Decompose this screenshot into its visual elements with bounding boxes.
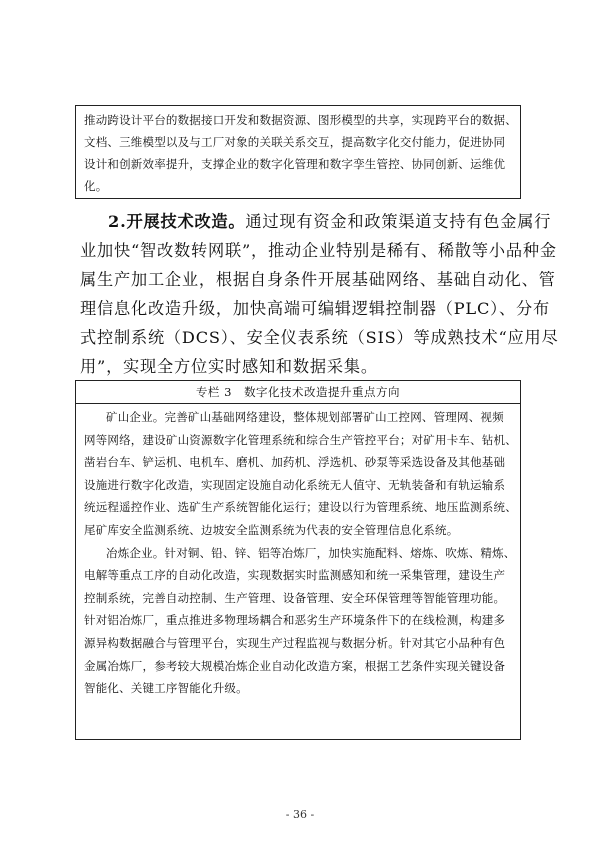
paragraph-line: 设施进行数字化改造，实现固定设施自动化系统无人值守、无轨装备和有轨运输系 [84, 477, 506, 492]
paragraph-line: 源异构数据融合与管理平台，实现生产过程监视与数据分析。针对其它小品种有色 [84, 635, 506, 650]
paragraph-line: 金属冶炼厂，参考较大规模冶炼企业自动化改造方案，根据工艺条件实现关键设备 [84, 658, 506, 673]
feature-box-content [76, 404, 520, 700]
body-text-line: 属生产加工企业，根据自身条件开展基础网络、基础自动化、管 [80, 270, 556, 289]
page-number: - 36 - [285, 808, 315, 821]
paragraph-line: 控制系统，完善自动控制、生产管理、设备管理、安全环保管理等智能管理功能。 [84, 590, 506, 605]
paragraph-line: 冶炼企业。针对铜、铅、锌、铝等冶炼厂，加快实施配料、熔炼、吹炼、精炼、 [106, 545, 516, 560]
body-text-line: 用”，实现全方位实时感知和数据采集。 [80, 357, 378, 376]
paragraph-line: 网等网络，建设矿山资源数字化管理系统和综合生产管控平台；对矿用卡车、钻机、 [84, 432, 517, 447]
feature-box [75, 380, 521, 740]
paragraph-line: 针对铝冶炼厂，重点推进多物理场耦合和恶劣生产环境条件下的在线检测，构建多 [84, 613, 506, 628]
continued-text-box [75, 105, 521, 199]
paragraph-line: 尾矿库安全监测系统、边坡安全监测系统为代表的安全管理信息化系统。 [84, 522, 459, 537]
paragraph-line: 统远程遥控作业、选矿生产系统智能化运行；建设以行为管理系统、地压监测系统、 [84, 500, 517, 515]
section-heading: 2.开展技术改造。 [108, 212, 246, 231]
body-text-line: 式控制系统（DCS）、安全仪表系统（SIS）等成熟技术“应用尽 [80, 328, 559, 347]
section-first-line [80, 207, 552, 236]
box-text-line: 设计和创新效率提升，支撑企业的数字化管理和数字孪生管控、协同创新、运维优 [84, 157, 506, 171]
feature-box-title [76, 381, 520, 404]
paragraph-line: 电解等重点工序的自动化改造，实现数据实时监测感知和统一采集管理，建设生产 [84, 568, 506, 583]
feature-box-title-text: 数字化技术改造提升重点方向 [244, 385, 401, 399]
box-text-line: 推动跨设计平台的数据接口开发和数据资源、图形模型的共享，实现跨平台的数据、 [84, 113, 517, 127]
body-text-line: 理信息化改造升级，加快高端可编辑逻辑控制器（PLC）、分布 [80, 299, 550, 318]
box-text-line: 化。 [84, 179, 108, 193]
section-technical-transformation [80, 207, 559, 381]
feature-box-label: 专栏 3 [195, 385, 232, 399]
box-text-line: 文档、三维模型以及与工厂对象的关联关系交互，提高数字化交付能力，促进协同 [84, 135, 506, 149]
paragraph-line: 矿山企业。完善矿山基础网络建设，整体规划部署矿山工控网、管理网、视频 [106, 410, 504, 424]
paragraph-line: 凿岩台车、铲运机、电机车、磨机、加药机、浮选机、砂泵等采选设备及其他基础 [84, 455, 506, 470]
paragraph-line: 智能化、关键工序智能化升级。 [84, 681, 248, 696]
body-text-line: 业加快“智改数转网联”，推动企业特别是稀有、稀散等小品种金 [80, 241, 557, 260]
section-first-line-text: 通过现有资金和政策渠道支持有色金属行 [245, 212, 552, 231]
